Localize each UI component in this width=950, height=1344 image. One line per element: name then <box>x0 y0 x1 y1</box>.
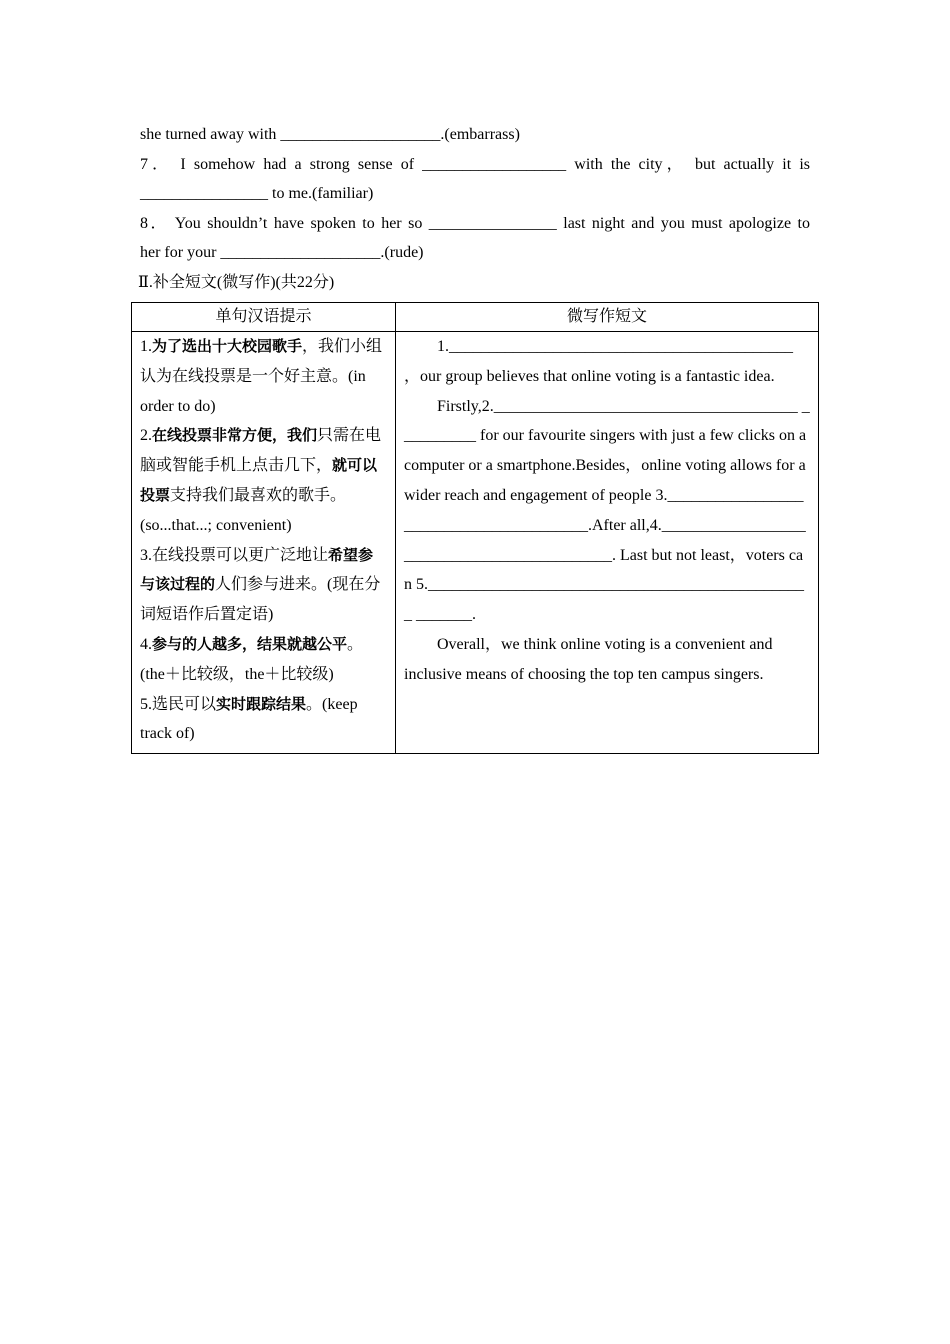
hint-2: 2.在线投票非常方便，我们只需在电脑或智能手机上点击几下，就可以投票支持我们最喜欢的歌手。(so...that...; convenient) <box>140 426 382 534</box>
hints-column-header: 单句汉语提示 <box>132 303 396 332</box>
essay-blank-1: 1.___________________________________________ <box>437 338 793 355</box>
hint-3: 3.在线投票可以更广泛地让希望参与该过程的人们参与进来。(现在分词短语作后置定语) <box>140 545 381 624</box>
question-8-line-1: 8． You shouldn’t have spoken to her so ________________ last night and you must apologize to <box>140 214 810 232</box>
writing-table <box>131 302 819 754</box>
essay-cell <box>396 332 819 754</box>
question-8-line-2: her for your ____________________.(rude) <box>140 244 424 261</box>
hint-1: 1.为了选出十大校园歌手，我们小组认为在线投票是一个好主意。(in order to do) <box>140 337 383 415</box>
section-heading: Ⅱ.补全短文(微写作)(共22分) <box>138 273 335 291</box>
essay-sentence-1: ，our group believes that online voting is a fantastic idea. <box>404 367 775 385</box>
table-body-row <box>132 332 819 754</box>
question-6-continued: she turned away with ____________________.(embarrass) <box>140 126 520 143</box>
essay-conclusion: Overall，we think online voting is a convenient and inclusive means of choosing the top ten campus singers. <box>404 635 773 683</box>
question-7-line-1: 7． I somehow had a strong sense of __________________ with the city， but actually it is <box>140 155 810 173</box>
essay-column-header: 微写作短文 <box>396 303 819 332</box>
essay-body: Firstly,2.______________________________________ __________ for our favourite singers with just a few clicks on a computer or a smartphone.Besides，online voting allows for a wider reach and engagement of people 3.________________________________________.After all,4.____________________________________________. Last but not least，voters can 5.________________________________________________ _______. <box>404 397 810 624</box>
hint-4: 4.参与的人越多，结果就越公平。(the＋比较级，the＋比较级) <box>140 634 364 683</box>
chinese-hints-cell <box>132 332 396 754</box>
table-header-row <box>132 303 819 332</box>
exercise-text <box>140 120 810 297</box>
question-7-line-2: ________________ to me.(familiar) <box>140 185 374 202</box>
hint-5: 5.选民可以实时跟踪结果。(keep track of) <box>140 694 358 743</box>
